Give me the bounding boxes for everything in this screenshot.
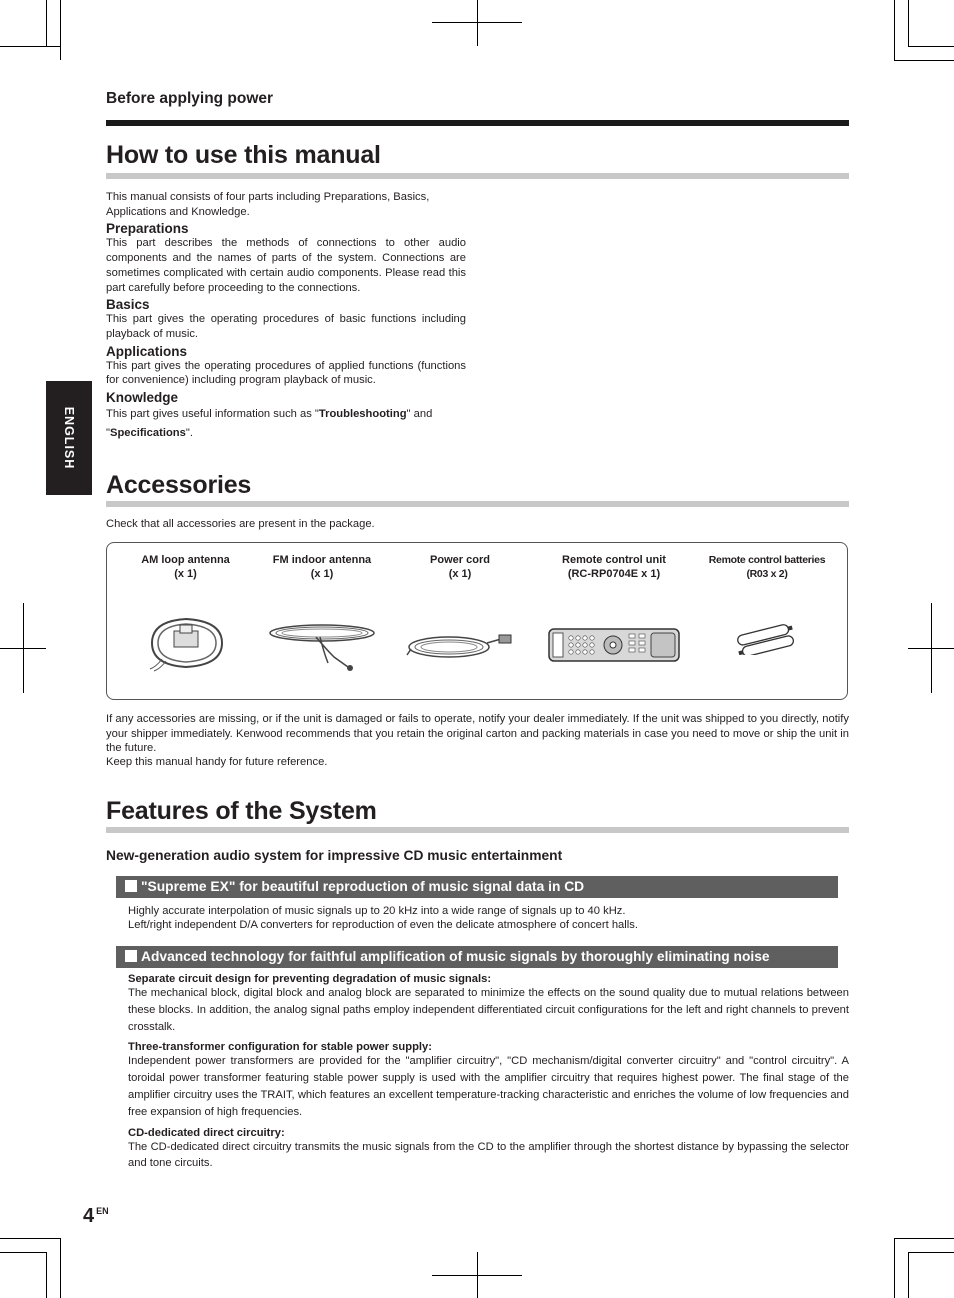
square-bullet-icon bbox=[125, 880, 137, 892]
top-divider bbox=[106, 120, 849, 126]
manual-intro: This manual consists of four parts including Preparations, Basics, Applications and Knowledge. bbox=[106, 191, 430, 218]
features-title: Features of the System bbox=[106, 797, 377, 825]
accessories-note: If any accessories are missing, or if the unit is damaged or fails to operate, notify your dealer immediately. If the unit was shipped to you directly, notify your shipper immediately. Kenwood recommends that you retain the original carton and packing materials in case you need to move or ship the unit in the future. bbox=[106, 713, 849, 755]
feature-line: Highly accurate interpolation of music signals up to 20 kHz into a wide range of signals up to 40 kHz. bbox=[128, 905, 626, 917]
feature-bar-supreme-ex: "Supreme EX" for beautiful reproduction of music signal data in CD bbox=[116, 876, 838, 898]
features-subtitle: New-generation audio system for impressive CD music entertainment bbox=[106, 848, 563, 863]
troubleshooting-ref: Troubleshooting bbox=[318, 408, 407, 421]
accessory-item: Remote control batteries (R03 x 2) bbox=[697, 553, 837, 655]
part-text: This part gives the operating procedures of basic functions including playback of music. bbox=[106, 313, 466, 340]
part-heading: Basics bbox=[106, 297, 150, 313]
part-text: This part describes the methods of connections to other audio components and the names of parts of the system. Connections are sometimes complicated with certain audio components. Please read this part carefully before proceeding to the connections. bbox=[106, 237, 466, 294]
feature-bar-advanced-technology: Advanced technology for faithful amplification of music signals by thoroughly eliminating noise bbox=[116, 946, 838, 968]
section-label: Before applying power bbox=[106, 90, 274, 107]
feature-details bbox=[128, 973, 849, 1172]
square-bullet-icon bbox=[125, 950, 137, 962]
part-text: This part gives the operating procedures of applied functions (functions for convenience) including program playback of music. bbox=[106, 359, 466, 387]
knowledge-text: This part gives useful information such as "Troubleshooting" and "Specifications". bbox=[106, 408, 433, 440]
manual-title: How to use this manual bbox=[106, 141, 381, 169]
page-language: EN bbox=[96, 1206, 109, 1216]
specifications-ref: Specifications bbox=[109, 427, 186, 440]
language-tab-label: ENGLISH bbox=[62, 406, 76, 470]
accessory-item: Power cord (x 1) bbox=[397, 553, 523, 665]
batteries-icon bbox=[734, 621, 800, 655]
feature-text: Independent power transformers are provided for the "amplifier circuitry", "CD mechanism/digital converter circuitry" and "control circuitry". A toroidal power transformer featuring stable power supply is used with the amplifier circuitry that requires highest power. The final stage of the amplifier circuitry uses the TRAIT, which features an excellent temperature-tracking characteristic and enriches the volume of low frequencies and free expansion of high frequencies. bbox=[128, 1055, 849, 1118]
feature-heading: Separate circuit design for preventing degradation of music signals: bbox=[128, 973, 492, 985]
part-heading: Preparations bbox=[106, 221, 189, 237]
accessories-section bbox=[106, 471, 849, 507]
power-cord-icon bbox=[405, 625, 515, 665]
remote-control-icon bbox=[547, 627, 681, 663]
accessories-title: Accessories bbox=[106, 471, 252, 499]
fm-indoor-antenna-icon bbox=[264, 619, 380, 673]
accessory-item: AM loop antenna (x 1) bbox=[123, 553, 248, 673]
part-heading: Applications bbox=[106, 343, 188, 359]
am-loop-antenna-icon bbox=[138, 609, 234, 673]
part-heading: Knowledge bbox=[106, 390, 179, 406]
feature-line: Left/right independent D/A converters for reproduction of even the delicate atmosphere of concert halls. bbox=[128, 919, 638, 931]
page-number: 4 $^{EN}$ bbox=[83, 1205, 109, 1227]
accessories-keep-note: Keep this manual handy for future reference. bbox=[106, 756, 328, 768]
accessory-item: Remote control unit (RC-RP0704E x 1) bbox=[539, 553, 689, 663]
manual-section bbox=[106, 141, 849, 443]
manual-title-rule bbox=[106, 173, 849, 179]
features-title-rule bbox=[106, 827, 849, 833]
accessories-title-rule bbox=[106, 501, 849, 507]
accessory-item: FM indoor antenna (x 1) bbox=[259, 553, 385, 673]
accessories-box bbox=[106, 542, 848, 700]
feature-heading: CD-dedicated direct circuitry: bbox=[128, 1126, 285, 1139]
feature-heading: Three-transformer configuration for stable power supply: bbox=[128, 1041, 432, 1054]
features-section bbox=[106, 797, 849, 833]
feature-text: The CD-dedicated direct circuitry transmits the music signals from the CD to the amplifier through the shortest distance by bypassing the selector and tone circuits. bbox=[128, 1140, 849, 1170]
feature-text: The mechanical block, digital block and analog block are separated to minimize the effects on the sound quality due to mutual relations between these blocks. In addition, the analog signal paths employ independent differentiated circuit configurations for the left and right channels to prevent crosstalk. bbox=[128, 987, 849, 1033]
language-tab bbox=[46, 381, 92, 495]
accessories-intro: Check that all accessories are present in the package. bbox=[106, 518, 375, 530]
